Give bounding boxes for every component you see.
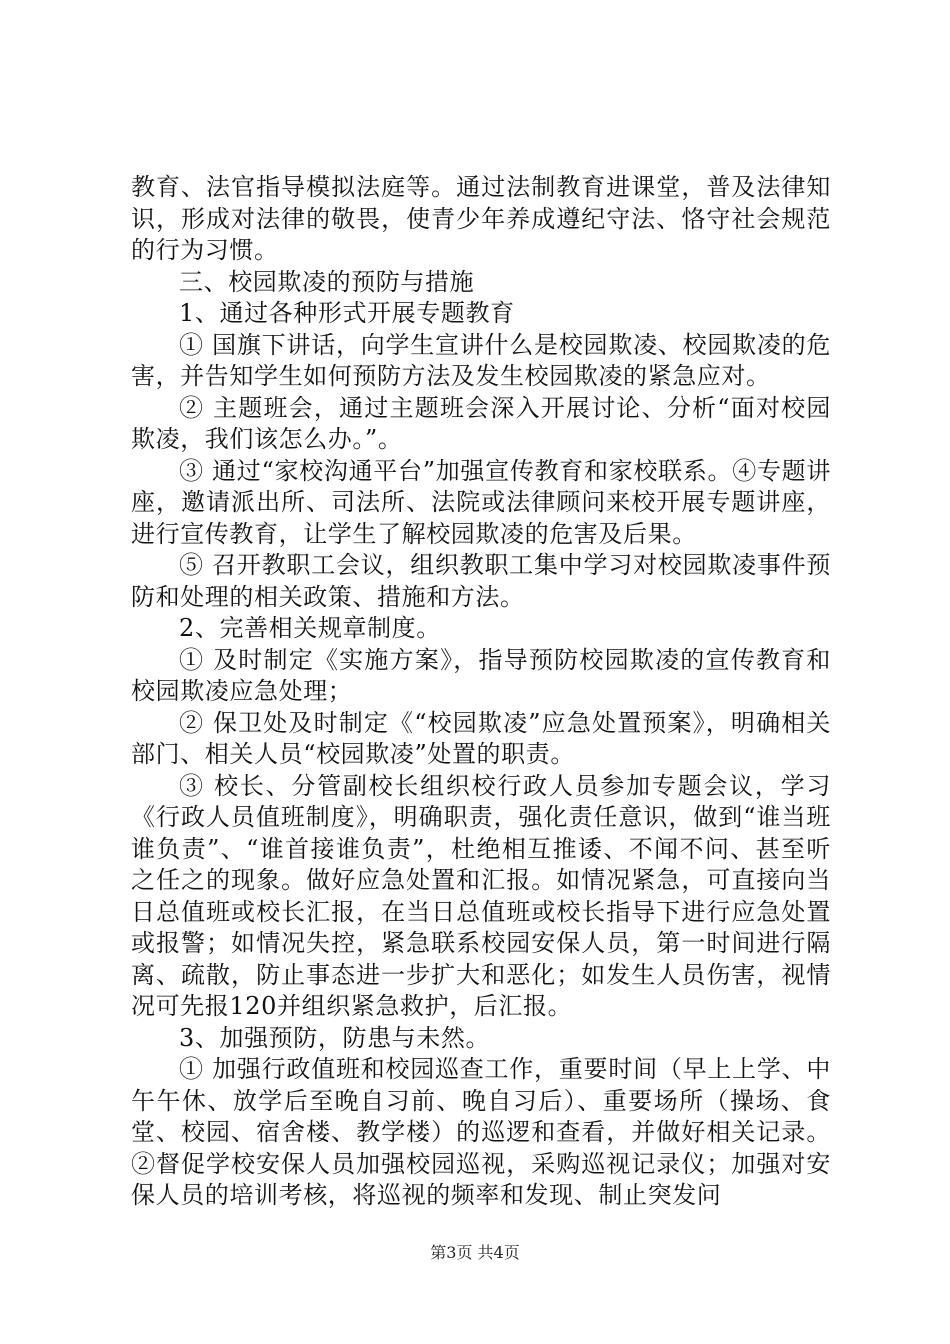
list-item: ③ 校长、分管副校长组织校行政人员参加专题会议，学习《行政人员值班制度》，明确职责，强化责任意识，做到“谁当班谁负责”、“谁首接谁负责”，杜绝相互推诿、不闻不问、甚至听之任之的现象。做好应急处置和汇报。如情况紧急，可直接向当日总值班或校长汇报，在当日总值班或校长指导下进行应急处置或报警；如情况失控，紧急联系校园安保人员，第一时间进行隔离、疏散，防止事态进一步扩大和恶化；如发生人员伤害，视情况可先报120并组织紧急救护，后汇报。	[131, 771, 831, 1020]
list-item: ⑤ 召开教职工会议，组织教职工集中学习对校园欺凌事件预防和处理的相关政策、措施和方法。	[131, 551, 831, 611]
subsection-heading: 2、完善相关规章制度。	[179, 614, 441, 642]
page-number-footer: 第3页 共4页	[430, 1243, 520, 1262]
list-item: ③ 通过“家校沟通平台”加强宣传教育和家校联系。④专题讲座，邀请派出所、司法所、法院或法律顾问来校开展专题讲座，进行宣传教育，让学生了解校园欺凌的危害及后果。	[131, 456, 831, 548]
list-item: ② 主题班会，通过主题班会深入开展讨论、分析“面对校园欺凌，我们该怎么办。”。	[131, 393, 831, 453]
subsection-heading: 1、通过各种形式开展专题教育	[179, 299, 515, 327]
list-item: ① 及时制定《实施方案》，指导预防校园欺凌的宣传教育和校园欺凌应急处理；	[131, 645, 831, 705]
list-item: ① 加强行政值班和校园巡查工作，重要时间（早上上学、中午午休、放学后至晚自习前、晚自习后）、重要场所（操场、食堂、校园、宿舍楼、教学楼）的巡逻和查看，并做好相关记录。②督促学校安保人员加强校园巡视，采购巡视记录仪；加强对安保人员的培训考核，将巡视的频率和发现、制止突发问	[131, 1055, 831, 1209]
subsection-heading: 3、加强预防，防患与未然。	[179, 1023, 491, 1052]
paragraph: 教育、法官指导模拟法庭等。通过法制教育进课堂，普及法律知识，形成对法律的敬畏，使青少年养成遵纪守法、恪守社会规范的行为习惯。	[131, 173, 831, 264]
section-heading: 三、校园欺凌的预防与措施	[179, 267, 475, 296]
list-item: ② 保卫处及时制定《“校园欺凌”应急处置预案》，明确相关部门、相关人员“校园欺凌”处置的职责。	[131, 708, 831, 768]
list-item: ① 国旗下讲话，向学生宣讲什么是校园欺凌、校园欺凌的危害，并告知学生如何预防方法及发生校园欺凌的紧急应对。	[131, 330, 831, 390]
document-body	[131, 172, 831, 1212]
